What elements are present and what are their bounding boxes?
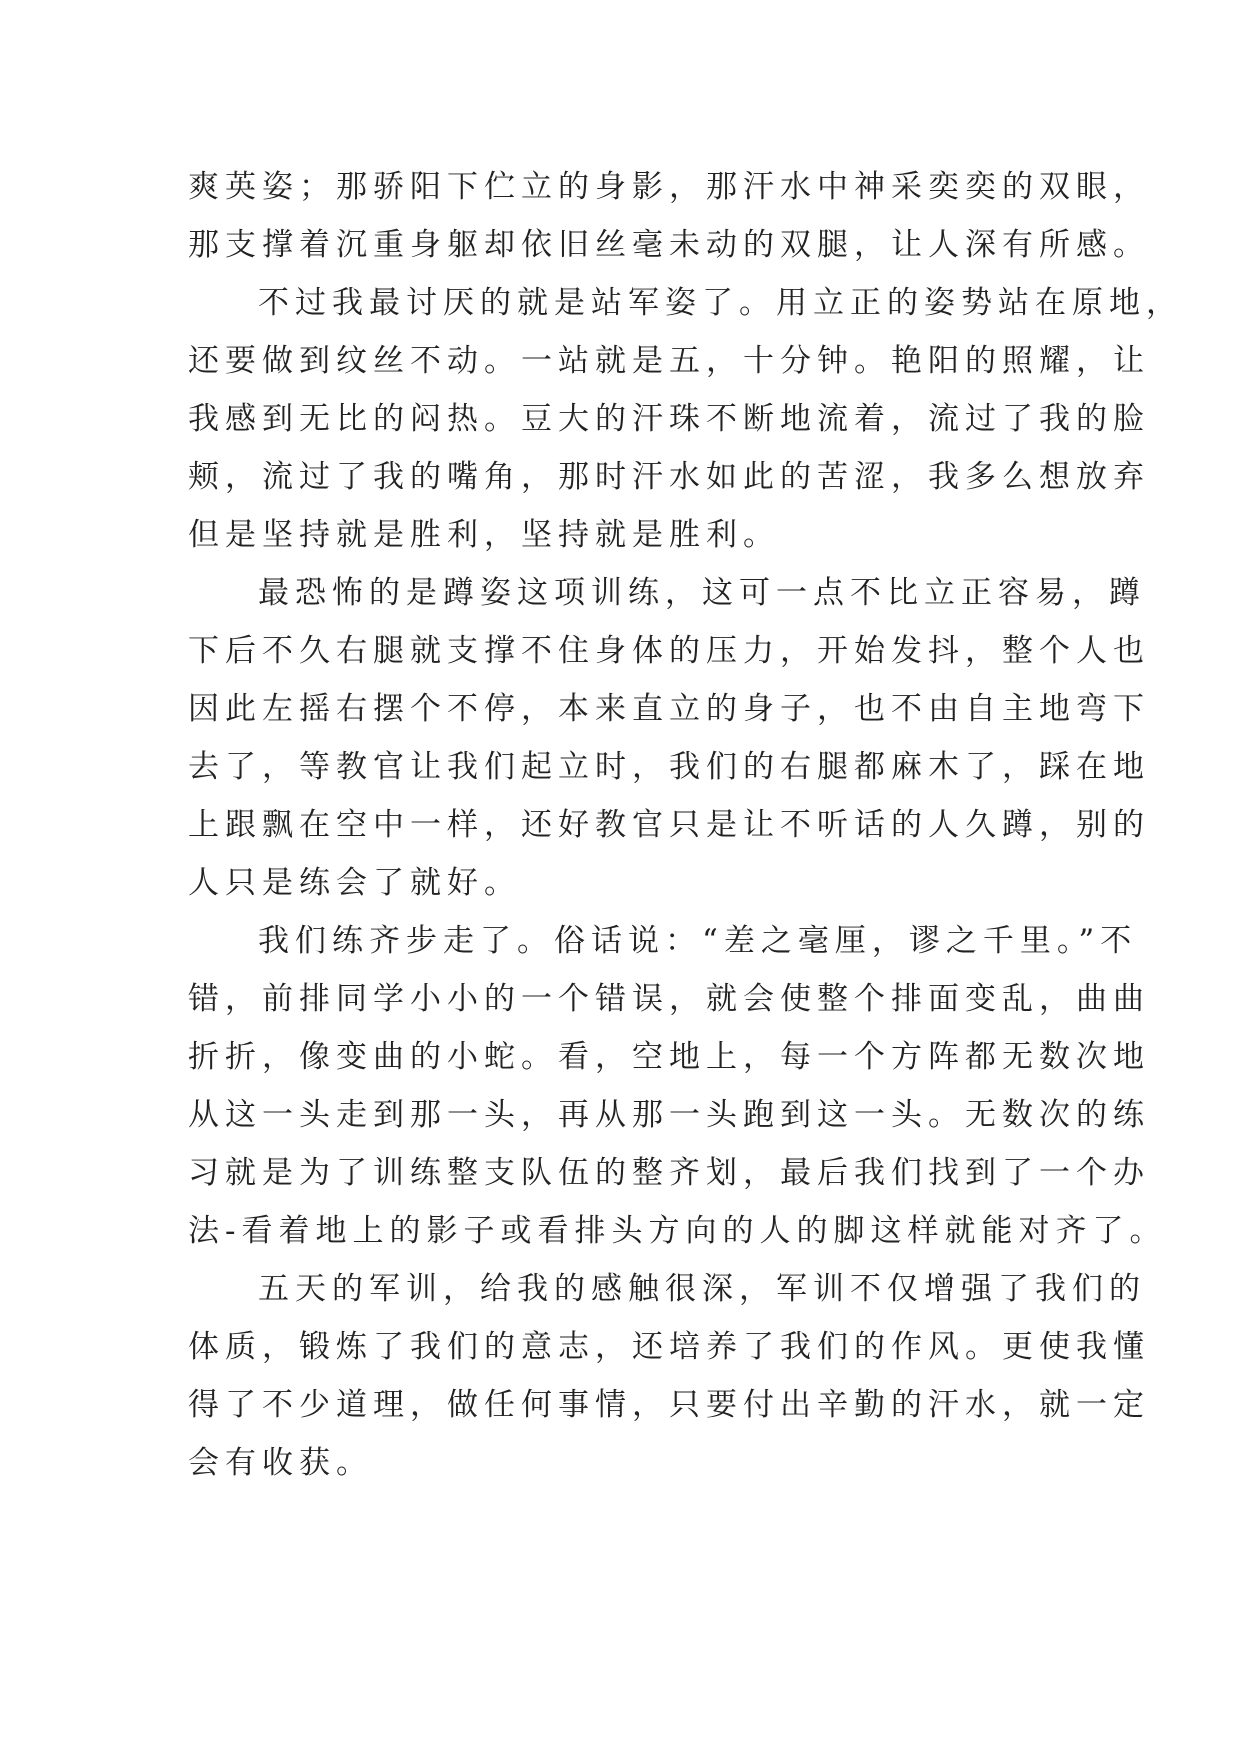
text-line: 人只是练会了就好。 bbox=[188, 865, 521, 901]
text-line: 爽英姿；那骄阳下伫立的身影，那汗水中神采奕奕的双眼， bbox=[188, 169, 1150, 205]
paragraph bbox=[188, 564, 1150, 912]
text-line: 得了不少道理，做任何事情，只要付出辛勤的汗水，就一定 bbox=[188, 1387, 1150, 1423]
paragraph bbox=[188, 158, 1150, 274]
text-line: 颊，流过了我的嘴角，那时汗水如此的苦涩，我多么想放弃 bbox=[188, 459, 1150, 495]
text-line: 我们练齐步走了。俗话说：“差之毫厘，谬之千里。”不 bbox=[258, 923, 1138, 959]
document-body bbox=[188, 158, 1183, 1492]
paragraph bbox=[188, 274, 1183, 564]
paragraph bbox=[188, 912, 1167, 1260]
text-line: 体质，锻炼了我们的意志，还培养了我们的作风。更使我懂 bbox=[188, 1329, 1150, 1365]
text-line: 那支撑着沉重身躯却依旧丝毫未动的双腿，让人深有所感。 bbox=[188, 227, 1150, 263]
text-line: 还要做到纹丝不动。一站就是五，十分钟。艳阳的照耀，让 bbox=[188, 343, 1150, 379]
text-line: 最恐怖的是蹲姿这项训练，这可一点不比立正容易，蹲 bbox=[258, 575, 1146, 611]
text-line: 从这一头走到那一头，再从那一头跑到这一头。无数次的练 bbox=[188, 1097, 1150, 1133]
text-line: 去了，等教官让我们起立时，我们的右腿都麻木了，踩在地 bbox=[188, 749, 1150, 785]
text-line: 下后不久右腿就支撑不住身体的压力，开始发抖，整个人也 bbox=[188, 633, 1150, 669]
text-line: 但是坚持就是胜利，坚持就是胜利。 bbox=[188, 517, 780, 553]
text-line: 五天的军训，给我的感触很深，军训不仅增强了我们的 bbox=[258, 1271, 1146, 1307]
text-line: 折折，像变曲的小蛇。看，空地上，每一个方阵都无数次地 bbox=[188, 1039, 1150, 1075]
text-line: 会有收获。 bbox=[188, 1445, 373, 1481]
text-line: 因此左摇右摆个不停，本来直立的身子，也不由自主地弯下 bbox=[188, 691, 1150, 727]
text-line: 我感到无比的闷热。豆大的汗珠不断地流着，流过了我的脸 bbox=[188, 401, 1150, 437]
text-line: 习就是为了训练整支队伍的整齐划，最后我们找到了一个办 bbox=[188, 1155, 1150, 1191]
text-line: 错，前排同学小小的一个错误，就会使整个排面变乱，曲曲 bbox=[188, 981, 1150, 1017]
text-line: 上跟飘在空中一样，还好教官只是让不听话的人久蹲，别的 bbox=[188, 807, 1150, 843]
text-line: 法-看着地上的影子或看排头方向的人的脚这样就能对齐了。 bbox=[188, 1213, 1167, 1249]
paragraph bbox=[188, 1260, 1150, 1492]
text-line: 不过我最讨厌的就是站军姿了。用立正的姿势站在原地， bbox=[258, 285, 1183, 321]
